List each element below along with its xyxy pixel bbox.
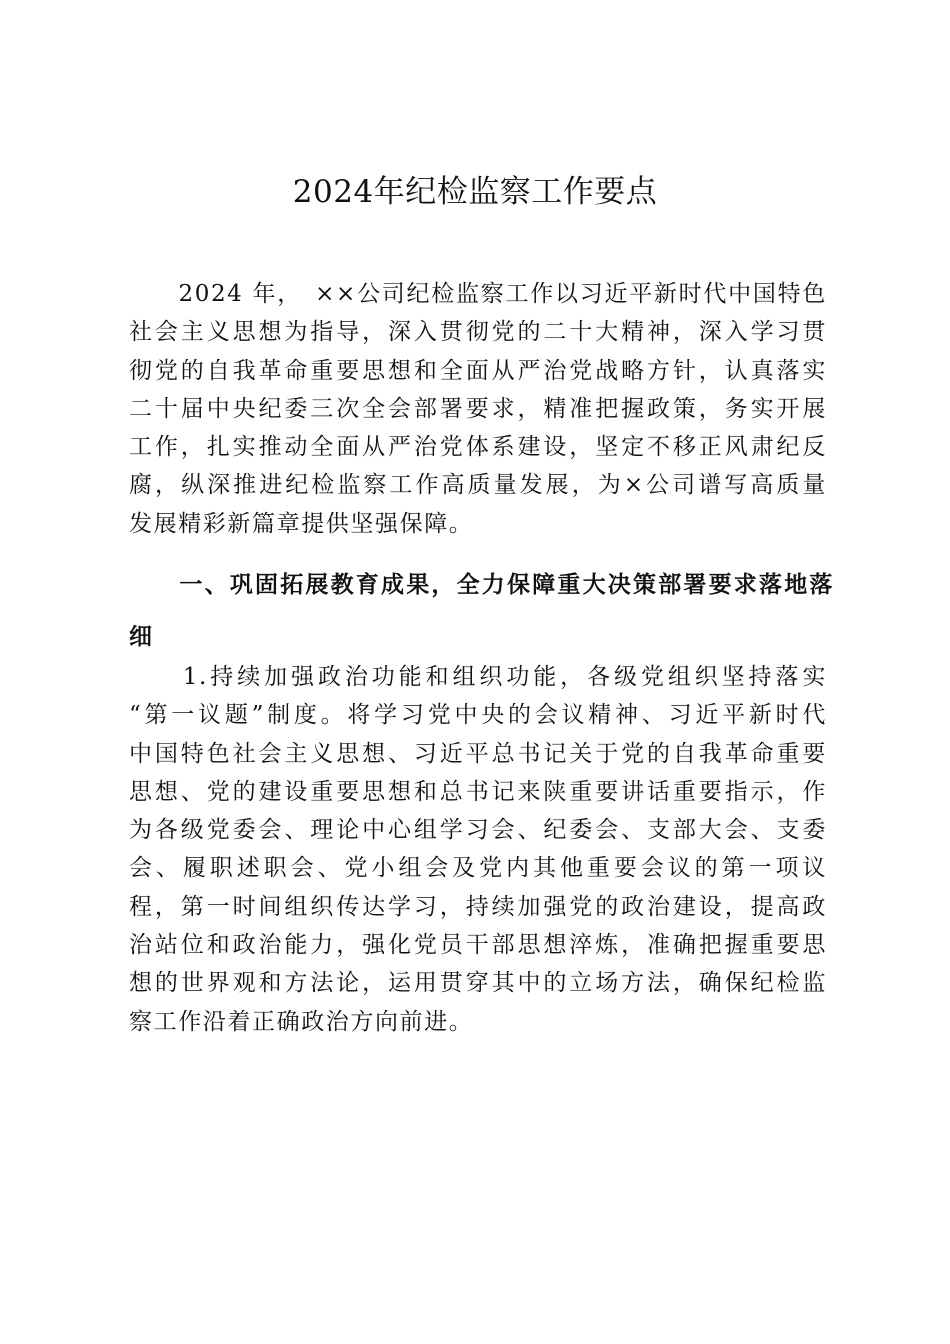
- text-line: 社会主义思想为指导，深入贯彻党的二十大精神，深入学习贯: [129, 319, 827, 346]
- heading-line: 一、巩固拓展教育成果，全力保障重大决策部署要求落地落: [129, 572, 833, 598]
- text-line: 想的世界观和方法论，运用贯穿其中的立场方法，确保纪检监: [129, 970, 827, 997]
- text-line: 为各级党委会、理论中心组学习会、纪委会、支部大会、支委: [129, 817, 827, 844]
- text-line: “第一议题”制度。将学习党中央的会议精神、习近平新时代: [129, 702, 827, 729]
- text-line: 会、履职述职会、党小组会及党内其他重要会议的第一项议: [129, 855, 827, 882]
- text-line: 程，第一时间组织传达学习，持续加强党的政治建设，提高政: [129, 893, 827, 920]
- item-paragraph: [129, 658, 827, 1041]
- text-line: 察工作沿着正确政治方向前进。: [129, 1008, 474, 1035]
- text-line: 工作，扎实推动全面从严治党体系建设，坚定不移正风肃纪反: [129, 434, 827, 461]
- section-heading: [129, 559, 833, 663]
- text-line: 发展精彩新篇章提供坚强保障。: [129, 510, 474, 537]
- text-line: 2024 年， ××公司纪检监察工作以习近平新时代中国特色: [129, 281, 827, 307]
- text-line: 腐，纵深推进纪检监察工作高质量发展，为×公司谱写高质量: [129, 472, 827, 499]
- text-line: 中国特色社会主义思想、习近平总书记关于党的自我革命重要: [129, 740, 827, 767]
- document-title: 2024年纪检监察工作要点: [292, 174, 658, 210]
- text-line: 1.持续加强政治功能和组织功能，各级党组织坚持落实: [129, 664, 827, 690]
- heading-line: 细: [129, 624, 153, 650]
- text-line: 二十届中央纪委三次全会部署要求，精准把握政策，务实开展: [129, 395, 827, 422]
- intro-paragraph: [129, 275, 827, 543]
- text-line: 思想、党的建设重要思想和总书记来陕重要讲话重要指示，作: [129, 778, 827, 805]
- text-line: 治站位和政治能力，强化党员干部思想淬炼，准确把握重要思: [129, 932, 827, 959]
- text-line: 彻党的自我革命重要思想和全面从严治党战略方针，认真落实: [129, 357, 827, 384]
